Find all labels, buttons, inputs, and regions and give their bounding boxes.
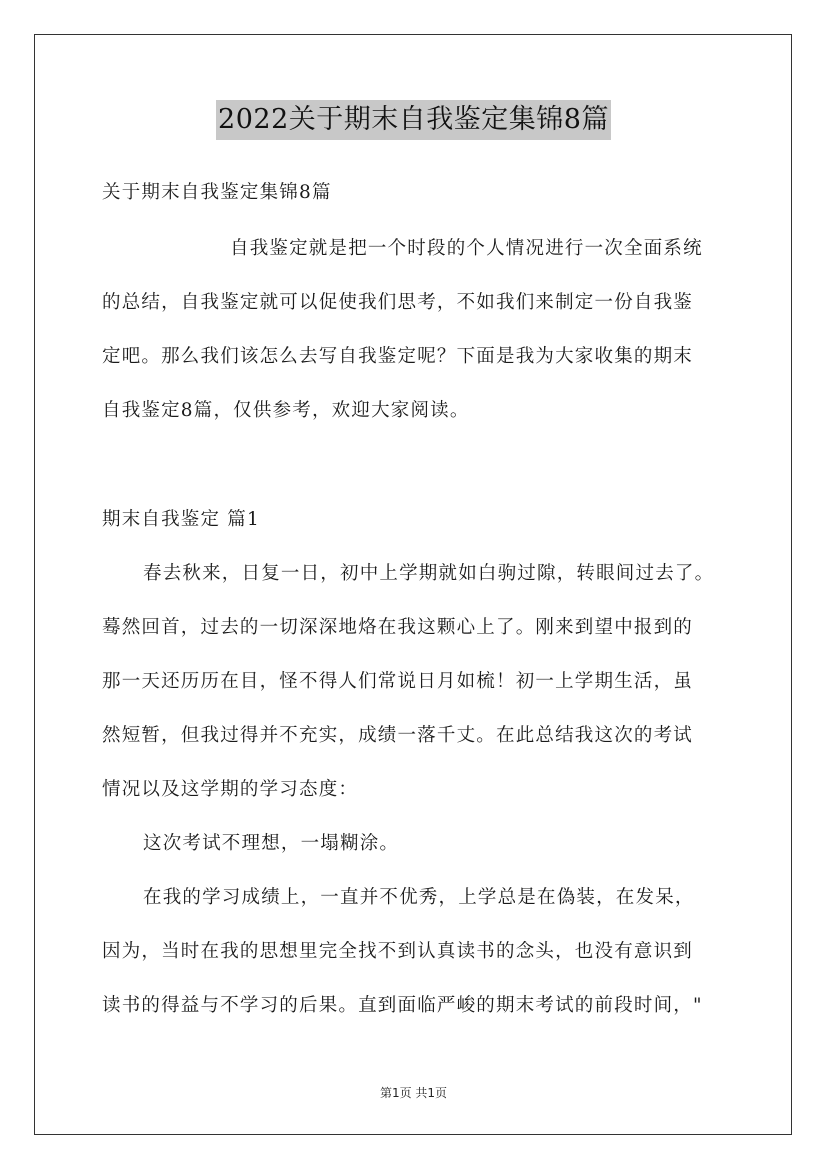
body-line: 情况以及这学期的学习态度： (102, 779, 359, 800)
body-line: 因为，当时在我的思想里完全找不到认真读书的念头，也没有意识到 (102, 941, 694, 962)
body-line: 在我的学习成绩上，一直并不优秀，上学总是在偽装，在发呆， (143, 887, 695, 908)
body-line: 然短暂，但我过得并不充实，成绩一落千丈。在此总结我这次的考试 (102, 725, 694, 746)
intro-line: 自我鉴定就是把一个时段的个人情况进行一次全面系统 (230, 238, 703, 259)
document-subtitle: 关于期末自我鉴定集锦8篇 (102, 182, 332, 203)
body-line: 读书的得益与不学习的后果。直到面临严峻的期末考试的前段时间，" (102, 995, 703, 1016)
document-title: 2022关于期末自我鉴定集锦8篇 (216, 100, 611, 140)
title-container (0, 100, 827, 140)
page-footer: 第1页 共1页 (379, 1086, 448, 1100)
intro-line: 自我鉴定8篇，仅供参考，欢迎大家阅读。 (102, 400, 470, 421)
body-line: 蓦然回首，过去的一切深深地烙在我这颗心上了。刚来到望中报到的 (102, 617, 694, 638)
intro-line: 的总结，自我鉴定就可以促使我们思考，不如我们来制定一份自我鉴 (102, 292, 694, 313)
body-line: 这次考试不理想，一塌糊涂。 (143, 833, 400, 854)
body-line: 春去秋来，日复一日，初中上学期就如白驹过隙，转眼间过去了。 (143, 563, 715, 584)
intro-line: 定吧。那么我们该怎么去写自我鉴定呢？下面是我为大家收集的期末 (102, 346, 694, 367)
section-heading: 期末自我鉴定 篇1 (102, 509, 260, 530)
body-line: 那一天还历历在目，怪不得人们常说日月如梳！初一上学期生活，虽 (102, 671, 694, 692)
